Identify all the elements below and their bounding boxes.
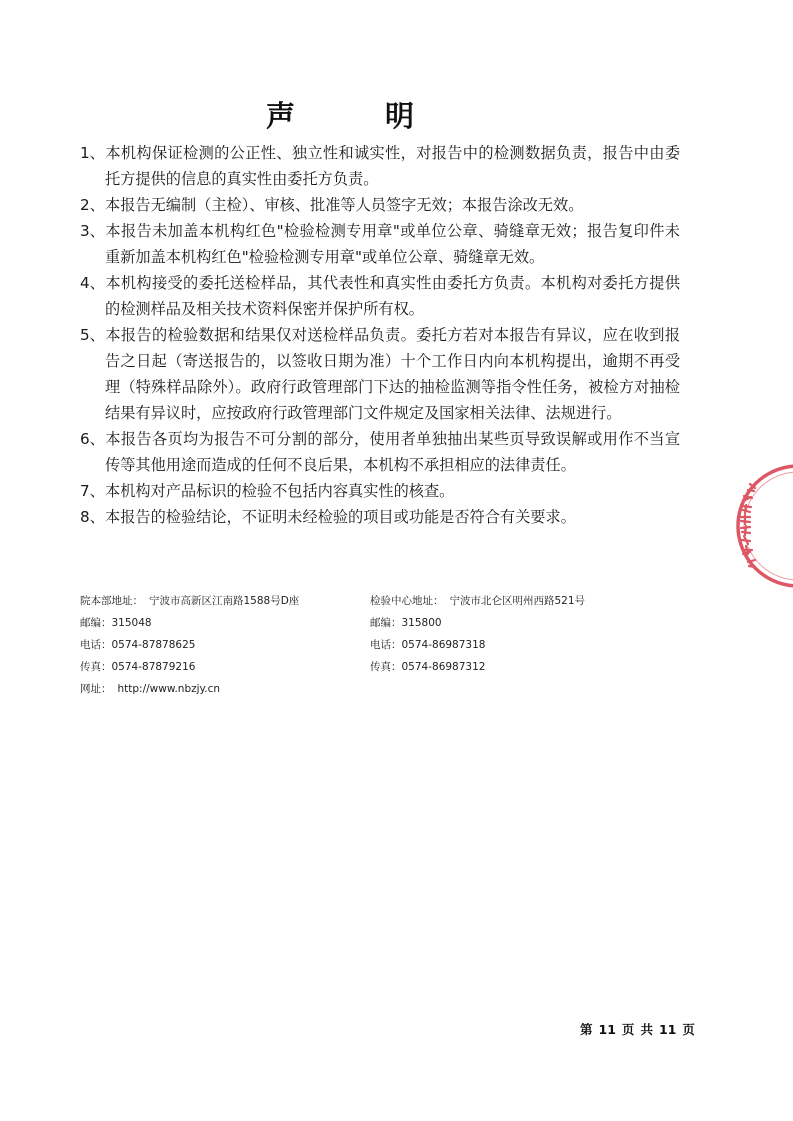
clause-item (80, 478, 680, 504)
clause-text: 本报告的检验数据和结果仅对送检样品负责。委托方若对本报告有异议，应在收到报告之日起（寄送报告的，以签收日期为准）十个工作日内向本机构提出，逾期不再受理（特殊样品除外）。政府行政管理部门下达的抽检监测等指令性任务，被检方对抽检结果有异议时，应按政府行政管理部门文件规定及国家相关法律、法规进行。 (105, 326, 680, 422)
address-row (80, 594, 640, 616)
headquarters-postcode: 邮编：315048 (80, 617, 152, 629)
website-row (80, 682, 640, 704)
clause-item (80, 504, 680, 530)
clause-text: 本报告各页均为报告不可分割的部分，使用者单独抽出某些页导致误解或用作不当宣传等其他用途而造成的任何不良后果，本机构不承担相应的法律责任。 (105, 430, 680, 474)
clause-number: 6、 (80, 430, 105, 448)
clause-item (80, 322, 680, 426)
clause-number: 1、 (80, 144, 105, 162)
contact-info (80, 594, 640, 704)
clause-item (80, 140, 680, 192)
headquarters-website: 网址： http://www.nbzjy.cn (80, 683, 221, 695)
partial-red-seal-icon (728, 462, 793, 590)
clause-text: 本报告未加盖本机构红色"检验检测专用章"或单位公章、骑缝章无效；报告复印件未重新加盖本机构红色"检验检测专用章"或单位公章、骑缝章无效。 (105, 222, 680, 266)
center-phone: 电话：0574-86987318 (370, 639, 486, 651)
clause-text: 本机构对产品标识的检验不包括内容真实性的核查。 (105, 482, 455, 500)
clause-number: 8、 (80, 508, 105, 526)
clause-number: 4、 (80, 274, 105, 292)
fax-row (80, 660, 640, 682)
headquarters-phone: 电话：0574-87878625 (80, 639, 196, 651)
current-page-number: 11 (598, 1022, 616, 1037)
clause-text: 本机构接受的委托送检样品，其代表性和真实性由委托方负责。本机构对委托方提供的检测样品及相关技术资料保密并保护所有权。 (105, 274, 680, 318)
clause-item (80, 426, 680, 478)
total-page-number: 11 (658, 1022, 677, 1037)
center-address: 检验中心地址： 宁波市北仑区明州西路521号 (370, 595, 586, 607)
clause-item (80, 270, 680, 322)
clause-number: 2、 (80, 196, 105, 214)
clause-item (80, 192, 680, 218)
clause-number: 3、 (80, 222, 105, 240)
clause-item (80, 218, 680, 270)
postcode-row (80, 616, 640, 638)
page-title: 声 明 (265, 99, 455, 133)
phone-row (80, 638, 640, 660)
center-postcode: 邮编：315800 (370, 617, 442, 629)
clause-text: 本报告无编制（主检）、审核、批准等人员签字无效；本报告涂改无效。 (105, 196, 584, 214)
statement-clauses (80, 140, 680, 530)
headquarters-fax: 传真：0574-87879216 (80, 661, 196, 673)
headquarters-address: 院本部地址： 宁波市高新区江南路1588号D座 (80, 595, 300, 607)
clause-number: 7、 (80, 482, 105, 500)
page-number-footer: 第 11 页 共 11 页 (580, 1022, 695, 1037)
clause-text: 本机构保证检测的公正性、独立性和诚实性，对报告中的检测数据负责，报告中由委托方提供的信息的真实性由委托方负责。 (105, 144, 680, 188)
clause-text: 本报告的检验结论，不证明未经检验的项目或功能是否符合有关要求。 (105, 508, 576, 526)
website-link[interactable]: http://www.nbzjy.cn (117, 683, 221, 695)
center-fax: 传真：0574-86987312 (370, 661, 486, 673)
clause-number: 5、 (80, 326, 105, 344)
